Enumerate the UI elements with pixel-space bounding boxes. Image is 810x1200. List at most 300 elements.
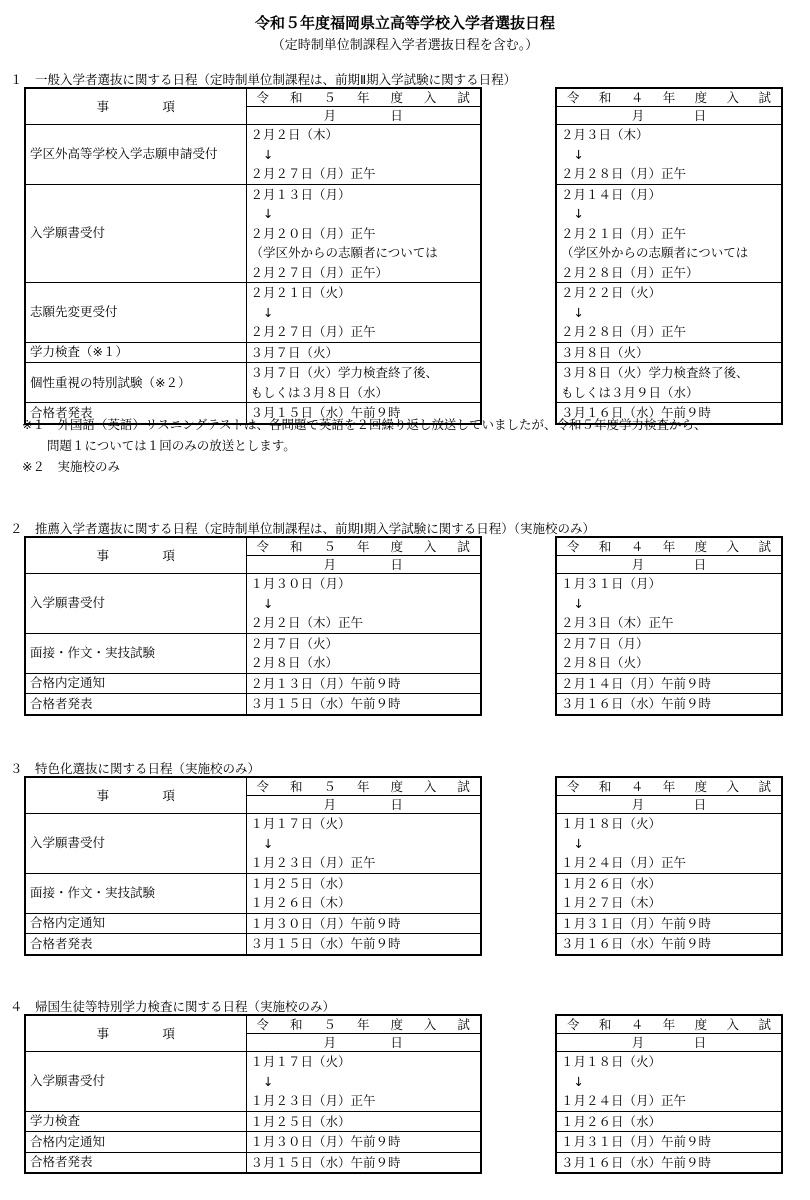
month-day-header [246,107,481,125]
section-heading: ４ 帰国生徒等特別学力検査に関する日程（実施校のみ） [10,999,336,1014]
schedule-date-line: ３月１５日（水）午前９時 [250,405,401,420]
year-header-char: 入 [423,779,437,794]
month-day-label [557,556,781,573]
year-header-char: 入 [423,539,437,554]
year-header-label [557,778,781,795]
schedule-row [25,184,481,283]
day-label: 日 [693,797,707,812]
schedule-item: 合格者発表 [25,1152,246,1173]
month-day-header [556,556,782,574]
schedule-date-line: ３月１６日（水）午前９時 [561,1154,712,1170]
down-arrow: ↓ [561,146,584,162]
schedule-date-line: ２月８日（火） [561,655,649,670]
schedule-date-line: １月３１日（月）午前９時 [561,1134,712,1149]
year-header-char: 度 [390,1017,403,1032]
year-header-char: 令 [256,779,270,794]
schedule-date-line: ２月２８日（月）正午） [561,264,699,280]
schedule-date-line: ２月２７日（月）正午 [250,324,376,339]
schedule-item: 合格者発表 [25,934,246,955]
item-header-char: 項 [162,1026,175,1041]
schedule-date-cell [246,1132,481,1153]
year-header-r4 [556,1015,782,1034]
schedule-item: 入学願書受付 [25,574,246,634]
header-row [556,777,782,796]
year-header-char: 度 [694,1017,708,1032]
schedule-table-reiwa4 [555,536,783,716]
day-label: 日 [693,557,707,572]
schedule-date-cell [246,184,481,283]
header-row [25,88,481,107]
schedule-row [25,1152,481,1173]
schedule-date-cell [556,673,782,694]
down-arrow: ↓ [561,835,584,851]
schedule-date-cell [556,125,782,185]
schedule-date-line: １月２４日（月）正午 [561,1093,687,1108]
schedule-date-line: ２月７日（火） [250,635,339,651]
schedule-row [25,342,481,363]
year-header-char: 和 [598,1017,612,1032]
year-header-char: 入 [726,539,740,554]
year-header-char: 和 [289,1017,303,1032]
year-header-char: 和 [289,539,303,554]
schedule-date-line: ３月８日（火）学力検査終了後、 [561,365,749,380]
month-day-header [556,796,782,814]
schedule-row [25,283,481,343]
schedule-row [25,673,481,694]
year-header-char: 令 [256,90,270,105]
year-header-char: 令 [567,779,580,794]
year-header-char: 度 [694,90,708,105]
year-header-char: 令 [256,1017,270,1032]
schedule-date-line: ２月２７日（月）正午 [250,166,376,181]
day-label: 日 [390,797,403,812]
schedule-date-cell [556,1111,782,1132]
schedule-date-cell [556,1052,782,1112]
schedule-item: 合格者発表 [25,694,246,715]
year-header-char: 度 [694,539,708,554]
schedule-date-cell [556,363,782,403]
header-row-month-day [556,556,782,574]
down-arrow: ↓ [250,595,274,611]
schedule-row [25,913,481,934]
schedule-row [556,913,782,934]
year-header-char: 年 [356,1017,370,1032]
schedule-date-line: １月２３日（月）正午 [250,855,376,870]
schedule-date-line: ３月８日（火） [561,344,649,360]
item-header [25,88,246,125]
schedule-table-reiwa4 [555,87,783,425]
header-row-month-day [556,107,782,125]
year-header-r5 [246,537,481,556]
year-header-char: ４ [630,90,644,105]
down-arrow: ↓ [561,1073,584,1089]
schedule-date-line: ３月７日（火）学力検査終了後、 [250,365,439,380]
month-label: 月 [631,797,645,812]
schedule-item: 合格内定通知 [25,673,246,694]
year-header-char: 入 [423,1017,437,1032]
day-label: 日 [390,1035,403,1050]
page-subtitle: （定時制単位制課程入学者選抜日程を含む。） [271,38,539,53]
schedule-date-cell [556,934,782,955]
year-header-char: ５ [323,90,336,105]
year-header-char: ５ [323,539,336,554]
schedule-date-line: ２月１４日（月） [561,186,662,202]
schedule-row [556,694,782,715]
schedule-row [556,673,782,694]
month-day-header [246,796,481,814]
schedule-table-reiwa5 [24,536,482,716]
schedule-date-line: ２月１３日（月） [250,186,351,202]
item-header-char: 項 [162,788,175,803]
year-header-char: ５ [323,1017,336,1032]
footnote: 問題１については１回のみの放送とします。 [22,438,296,453]
schedule-row [556,574,782,634]
page-title: 令和５年度福岡県立高等学校入学者選抜日程 [254,14,555,32]
schedule-date-line: １月１８日（火） [561,1054,662,1069]
schedule-date-line: ３月７日（火） [250,344,339,360]
schedule-date-cell [246,694,481,715]
item-header-char: 項 [162,99,175,114]
year-header-char: 試 [758,779,771,794]
schedule-date-line: ２月２日（木） [250,127,339,142]
month-label: 月 [323,557,337,572]
item-header-char: 項 [162,548,175,563]
year-header-char: 令 [567,90,580,105]
year-header-char: ４ [630,539,644,554]
month-label: 月 [323,108,337,123]
schedule-date-line: １月３０日（月）午前９時 [250,915,401,931]
schedule-date-line: １月２７日（木） [561,895,662,910]
down-arrow: ↓ [250,146,274,162]
year-header-char: 試 [758,90,771,105]
schedule-row [25,633,481,673]
down-arrow: ↓ [250,206,274,221]
schedule-table-reiwa5 [24,87,482,425]
section-heading: １ 一般入学者選抜に関する日程（定時制単位制課程は、前期Ⅱ期入学試験に関する日程） [10,72,517,87]
year-header-char: 年 [662,779,676,794]
schedule-date-cell [246,873,481,913]
schedule-date-line: ２月２２日（火） [561,285,662,300]
header-row [556,1015,782,1034]
schedule-date-line: ２月３日（木） [561,127,649,142]
schedule-item: 志願先変更受付 [25,283,246,343]
schedule-date-line: １月１７日（火） [250,1054,351,1069]
year-header-char: 度 [390,539,403,554]
schedule-table-reiwa4 [555,776,783,956]
schedule-date-line: ３月１６日（水）午前９時 [561,936,712,951]
schedule-item: 面接・作文・実技試験 [25,633,246,673]
month-day-label [557,796,781,813]
year-header-char: 和 [289,90,303,105]
year-header-char: 和 [598,779,612,794]
schedule-table-reiwa4 [555,1014,783,1174]
schedule-item: 合格内定通知 [25,1132,246,1153]
schedule-item: 合格者発表 [25,403,246,424]
year-header-char: 試 [758,539,771,554]
year-header-char: 入 [726,1017,740,1032]
year-header-char: 入 [726,90,740,105]
schedule-item: 入学願書受付 [25,1052,246,1112]
year-header-char: 年 [662,90,676,105]
schedule-item: 学力検査（※１） [25,342,246,363]
schedule-date-line: １月２６日（木） [250,895,351,910]
year-header-r4 [556,537,782,556]
schedule-row [25,363,481,403]
schedule-date-cell [246,1111,481,1132]
schedule-row [25,1111,481,1132]
header-row [25,1015,481,1034]
item-header-char: 事 [96,548,110,563]
year-header-label [247,778,481,795]
year-header-char: 年 [356,539,370,554]
schedule-date-line: ２月２８日（月）正午 [561,324,687,339]
schedule-date-cell [556,283,782,343]
schedule-date-line: ２月３日（木）正午 [561,615,674,630]
year-header-r4 [556,88,782,107]
schedule-row [25,574,481,634]
schedule-date-line: ２月２１日（月）正午 [561,225,687,241]
schedule-row [556,873,782,913]
schedule-date-line: １月２５日（水） [250,875,351,891]
down-arrow: ↓ [250,304,274,320]
year-header-label [247,1016,481,1033]
schedule-date-line: ２月１３日（月）午前９時 [250,675,401,691]
schedule-row [556,184,782,283]
down-arrow: ↓ [250,1073,274,1089]
year-header-char: 年 [662,539,676,554]
year-header-r4 [556,777,782,796]
schedule-date-cell [556,873,782,913]
section-heading: ３ 特色化選抜に関する日程（実施校のみ） [10,761,261,776]
schedule-date-cell [246,125,481,185]
month-label: 月 [631,108,645,123]
schedule-date-line: １月２３日（月）正午 [250,1093,376,1108]
schedule-date-line: ２月１４日（月）午前９時 [561,675,712,691]
year-header-char: 入 [726,779,740,794]
day-label: 日 [693,1035,707,1050]
item-header-char: 事 [96,788,110,803]
year-header-char: 試 [457,90,470,105]
year-header-label [557,538,781,555]
schedule-date-cell [246,283,481,343]
schedule-date-line: １月２４日（月）正午 [561,855,687,870]
schedule-date-line: ３月１６日（水）午前９時 [561,405,712,420]
schedule-row [556,1111,782,1132]
down-arrow: ↓ [561,595,584,611]
schedule-row [25,1132,481,1153]
year-header-char: 度 [694,779,708,794]
down-arrow: ↓ [561,206,584,221]
year-header-char: 試 [457,539,470,554]
month-label: 月 [631,557,645,572]
year-header-r5 [246,777,481,796]
item-header [25,777,246,814]
item-header-char: 事 [96,1026,110,1041]
year-header-char: 試 [758,1017,771,1032]
schedule-date-line: （学区外からの志願者については [250,245,438,260]
schedule-row [556,1132,782,1153]
year-header-label [247,89,481,106]
item-header-label [30,547,242,564]
schedule-date-cell [246,363,481,403]
year-header-char: 年 [662,1017,676,1032]
schedule-date-cell [246,633,481,673]
day-label: 日 [693,108,707,123]
month-day-label [557,107,781,124]
schedule-item: 個性重視の特別試験（※２） [25,363,246,403]
header-row [556,537,782,556]
schedule-date-line: ３月１５日（水）午前９時 [250,936,401,951]
month-label: 月 [323,797,337,812]
schedule-date-cell [556,814,782,874]
day-label: 日 [390,108,403,123]
year-header-char: 令 [256,539,270,554]
month-day-header [246,1034,481,1052]
schedule-item: 面接・作文・実技試験 [25,873,246,913]
schedule-row [556,342,782,363]
schedule-date-cell [556,1132,782,1153]
day-label: 日 [390,557,403,572]
schedule-row [556,814,782,874]
item-header [25,537,246,574]
year-header-char: 度 [390,90,403,105]
schedule-date-line: １月３１日（月） [561,576,662,591]
year-header-char: 令 [567,1017,580,1032]
year-header-char: 和 [598,539,612,554]
month-day-header [556,107,782,125]
schedule-date-line: ２月２１日（火） [250,285,351,300]
schedule-date-line: ３月１６日（水）午前９時 [561,696,712,711]
schedule-row [556,125,782,185]
down-arrow: ↓ [250,835,274,851]
footnote: ※２ 実施校のみ [22,459,120,474]
schedule-date-line: １月３０日（月） [250,576,351,591]
schedule-date-cell [246,673,481,694]
year-header-char: ４ [630,779,644,794]
schedule-table-reiwa5 [24,1014,482,1174]
year-header-char: 年 [356,779,370,794]
item-header-label [30,1025,242,1042]
section-heading: ２ 推薦入学者選抜に関する日程（定時制単位制課程は、前期Ⅰ期入学試験に関する日程）（実施校のみ） [10,521,595,536]
schedule-date-line: １月２６日（水） [561,1113,662,1129]
schedule-item: 合格内定通知 [25,913,246,934]
month-day-header [556,1034,782,1052]
schedule-date-line: １月２５日（水） [250,1113,351,1129]
item-header [25,1015,246,1052]
month-day-header [246,556,481,574]
schedule-date-line: ３月１５日（水）午前９時 [250,1154,401,1170]
schedule-date-cell [556,342,782,363]
header-row [556,88,782,107]
schedule-date-line: ３月１５日（水）午前９時 [250,696,401,711]
year-header-char: ４ [630,1017,644,1032]
year-header-char: 和 [289,779,303,794]
header-row-month-day [556,1034,782,1052]
month-day-label [557,1034,781,1051]
schedule-row [556,283,782,343]
schedule-date-line: ２月２７日（月）正午） [250,264,389,280]
schedule-date-line: １月１８日（火） [561,816,662,831]
schedule-date-cell [556,633,782,673]
schedule-item: 学区外高等学校入学志願申請受付 [25,125,246,185]
schedule-date-cell [556,574,782,634]
year-header-char: 令 [567,539,580,554]
month-day-label [247,556,481,573]
schedule-date-cell [246,934,481,955]
schedule-date-cell [246,1052,481,1112]
year-header-char: 入 [423,90,437,105]
header-row [25,777,481,796]
month-label: 月 [631,1035,645,1050]
year-header-label [557,1016,781,1033]
schedule-date-line: １月３０日（月）午前９時 [250,1134,401,1149]
schedule-row [556,1052,782,1112]
schedule-row [25,814,481,874]
month-day-label [247,796,481,813]
schedule-date-cell [556,1152,782,1173]
schedule-row [25,694,481,715]
schedule-date-line: １月３１日（月）午前９時 [561,915,712,931]
header-row-month-day [556,796,782,814]
down-arrow: ↓ [561,304,584,320]
item-header-label [30,98,242,115]
year-header-r5 [246,88,481,107]
item-header-label [30,787,242,804]
schedule-date-line: もしくは３月９日（水） [561,384,699,400]
schedule-item: 学力検査 [25,1111,246,1132]
schedule-date-cell [556,913,782,934]
schedule-date-line: ２月７日（月） [561,635,649,651]
header-row [25,537,481,556]
schedule-date-cell [246,814,481,874]
year-header-char: 年 [356,90,370,105]
schedule-date-cell [246,574,481,634]
schedule-date-cell [246,913,481,934]
footnote: ※１ 外国語（英語）リスニングテストは、各問題で英語を２回繰り返し放送していましたが、令和５年度学力検査から、 [22,417,707,432]
year-header-char: 試 [457,779,470,794]
schedule-item: 入学願書受付 [25,814,246,874]
schedule-date-line: ２月２日（木）正午 [250,615,364,630]
schedule-date-line: １月１７日（火） [250,816,351,831]
schedule-date-cell [556,184,782,283]
schedule-row [556,363,782,403]
year-header-label [247,538,481,555]
year-header-char: 和 [598,90,612,105]
schedule-date-line: ２月２０日（月）正午 [250,225,376,241]
item-header-char: 事 [96,99,110,114]
month-day-label [247,107,481,124]
schedule-date-cell [246,342,481,363]
year-header-char: 度 [390,779,403,794]
schedule-date-cell [556,694,782,715]
schedule-date-line: もしくは３月８日（水） [250,384,389,400]
schedule-row [556,633,782,673]
schedule-date-line: （学区外からの志願者については [561,245,749,260]
year-header-label [557,89,781,106]
schedule-date-line: ２月２８日（月）正午 [561,166,687,181]
month-label: 月 [323,1035,337,1050]
schedule-row [556,934,782,955]
schedule-row [25,125,481,185]
schedule-row [25,1052,481,1112]
year-header-r5 [246,1015,481,1034]
month-day-label [247,1034,481,1051]
year-header-char: 試 [457,1017,470,1032]
schedule-row [25,873,481,913]
schedule-date-line: ２月８日（水） [250,655,339,670]
schedule-item: 入学願書受付 [25,184,246,283]
schedule-table-reiwa5 [24,776,482,956]
